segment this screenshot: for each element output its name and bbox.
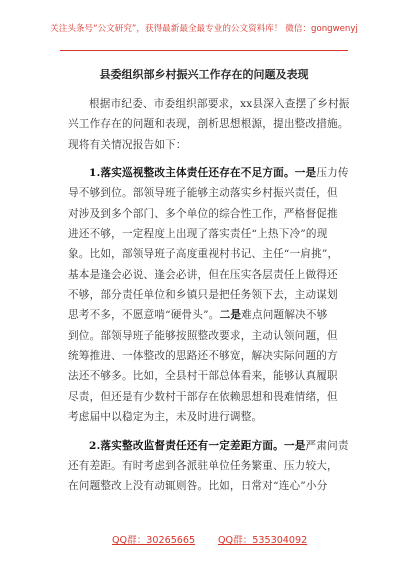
body-line: 在问题整改上没有动辄则咎。比如，日常对“连心”小分 — [68, 480, 328, 493]
header-banner: 关注头条号“公文研究”，获得最新最全最专业的公文资料库！ 微信：gongwenyj — [50, 24, 358, 34]
section-heading-bold: 1.落实巡视整改主体责任还存在不足方面。一是 — [89, 167, 317, 180]
body-line: 根据市纪委、市委组织部要求，xx县深入查摆了乡村振 — [89, 98, 350, 110]
body-line: 尽责，但还是有少数村干部存在依赖思想和畏难情绪，但 — [68, 390, 338, 403]
body-line: 考虑届中以稳定为主，未及时进行调整。 — [68, 411, 263, 424]
body-line: 还有差距。有时考虑到各派驻单位任务繁重、压力较大， — [68, 459, 338, 472]
footer-qq-group-left[interactable]: QQ群：30265665 — [112, 535, 196, 546]
section-heading-rest: 压力传 — [316, 167, 349, 180]
body-line-pre: 思考不多，不愿意啃“硬骨头”。 — [68, 309, 220, 322]
section-heading-1 — [68, 163, 349, 183]
body-line: 进还不够，一定程度上出现了落实责任“上热下冷”的现 — [68, 228, 328, 241]
document-title: 县委组织部乡村振兴工作存在的问题及表现 — [99, 68, 309, 81]
body-line: 法还不够多。比如，全县村干部总体看来，能够认真履职 — [68, 370, 338, 383]
header-divider — [60, 50, 348, 51]
body-line: 象。比如，部领导班子高度重视村书记、主任“一肩挑”， — [68, 248, 339, 261]
section-heading-rest: 严肃问责 — [305, 439, 349, 452]
document-body — [68, 94, 350, 497]
body-line: 兴工作存在的问题和表现，剖析思想根源，提出整改措施。 — [68, 118, 349, 131]
body-line — [68, 305, 343, 325]
body-line: 基本是逢会必说、逢会必讲，但在压实各层责任上做得还 — [68, 268, 338, 281]
body-line-bold: 二是 — [219, 309, 242, 322]
body-line: 导不够到位。部领导班子能够主动落实乡村振兴责任，但 — [68, 187, 338, 200]
body-line: 到位。部领导班子能够按照整改要求，主动认领问题，但 — [68, 329, 338, 342]
body-line: 对涉及到多个部门、多个单位的综合性工作，严格督促推 — [68, 207, 338, 220]
section-heading-bold: 2.落实整改监督责任还有一定差距方面。一是 — [89, 439, 306, 452]
body-line: 现将有关情况报告如下： — [68, 138, 187, 151]
footer-qq-group-right[interactable]: QQ群：535304092 — [218, 535, 308, 546]
body-line: 不够，部分责任单位和乡镇只是把任务领下去，主动谋划 — [68, 289, 338, 302]
body-line: 统筹推进、一体整改的思路还不够宽，解决实际问题的方 — [68, 350, 338, 363]
section-heading-2 — [68, 436, 349, 456]
body-line-rest: 难点问题解决不够 — [241, 309, 328, 322]
